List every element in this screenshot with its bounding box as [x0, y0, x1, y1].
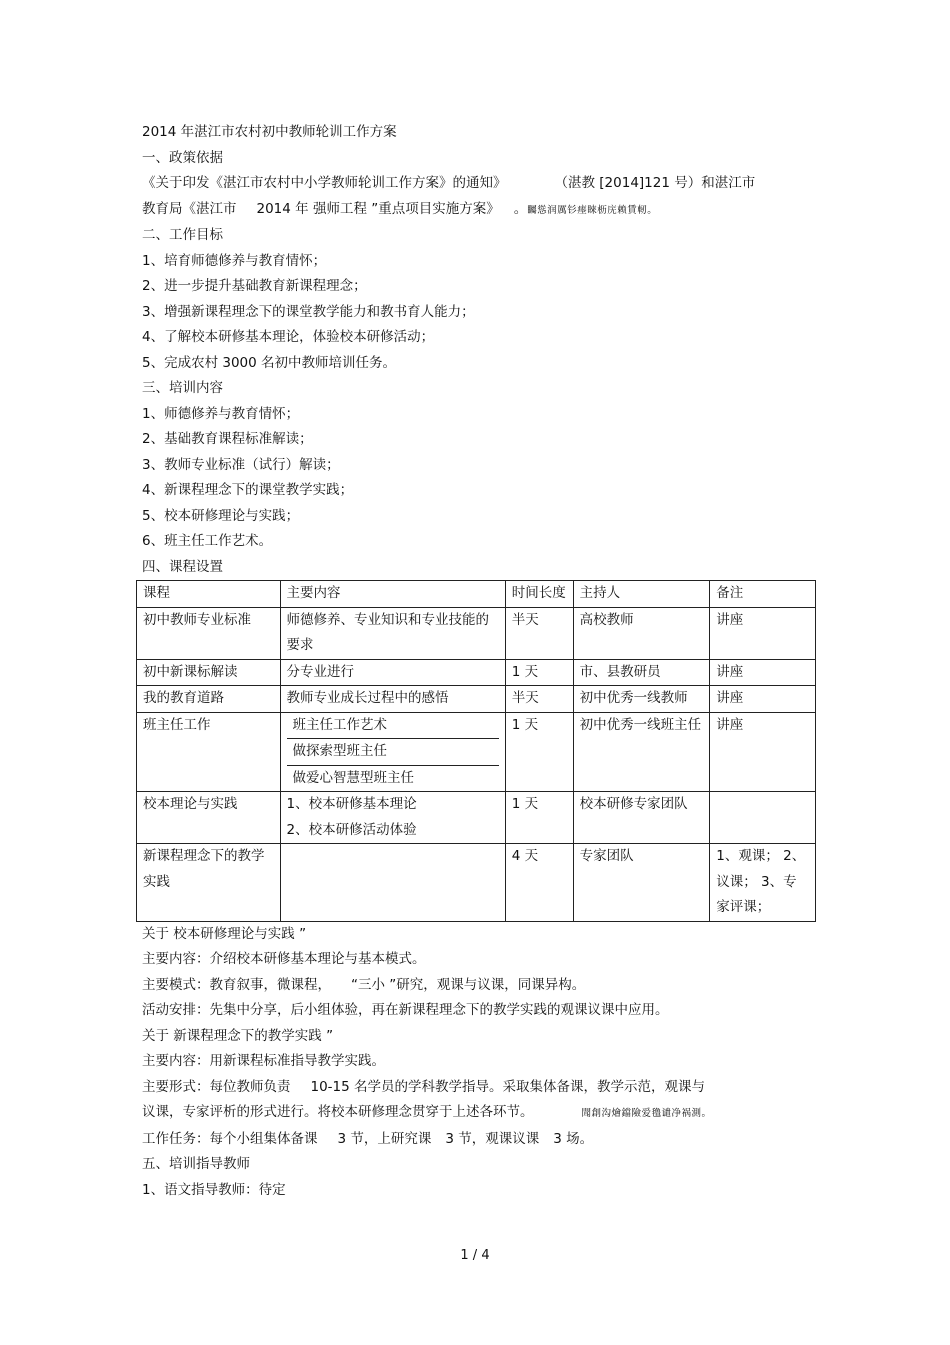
content-item: 2、基础教育课程标准解读； — [142, 431, 313, 447]
table-header-cell: 课程 — [137, 581, 281, 608]
about-text — [142, 973, 822, 999]
content-item: 5、校本研修理论与实践； — [142, 507, 300, 524]
table-cell — [710, 792, 816, 844]
table-cell: 新课程理念下的教学实践 — [137, 844, 281, 922]
table-cell: 初中教师专业标准 — [137, 607, 281, 659]
policy-text: 教育局《湛江市 — [142, 200, 237, 217]
table-cell: 校本研修专家团队 — [573, 792, 710, 844]
table-row — [137, 686, 816, 713]
policy-text: （湛教 [2014]121 号）和湛江市 — [554, 175, 756, 191]
about-form-text: 10-15 名学员的学科教学指导。采取集体备课，教学示范，观课与 — [310, 1078, 706, 1095]
table-cell: 初中新课标解读 — [137, 659, 281, 686]
content-item: 3、教师专业标准（试行）解读； — [142, 456, 340, 473]
table-cell: 校本理论与实践 — [137, 792, 281, 844]
table-cell: 市、县教研员 — [573, 659, 710, 686]
content-item: 6、班主任工作艺术。 — [142, 533, 273, 549]
table-cell: 4 天 — [505, 844, 573, 922]
about-heading: 关于 校本研修理论与实践 ” — [142, 925, 307, 942]
table-cell: 1 天 — [505, 659, 573, 686]
table-cell-split — [280, 712, 505, 792]
section-heading-teachers: 五、培训指导教师 — [142, 1156, 250, 1172]
about-text — [142, 1075, 822, 1101]
table-row — [137, 712, 816, 792]
sub-cell: 做爱心智慧型班主任 — [292, 769, 415, 786]
sub-cell: 班主任工作艺术 — [287, 713, 499, 740]
table-cell: 半天 — [505, 686, 573, 713]
table-cell: 半天 — [505, 607, 573, 659]
table-cell — [280, 844, 505, 922]
table-cell: 讲座 — [710, 607, 816, 659]
task-text: 3 节，观课议课 — [445, 1130, 540, 1147]
table-row — [137, 607, 816, 659]
goal-item: 5、完成农村 3000 名初中教师培训任务。 — [142, 354, 397, 371]
policy-line-2 — [142, 197, 822, 224]
table-cell: 我的教育道路 — [137, 686, 281, 713]
section-heading-goals: 二、工作目标 — [142, 227, 223, 243]
table-row — [137, 659, 816, 686]
table-cell: 1 天 — [505, 712, 573, 792]
noise-text: 聞創沟燴鐺險爱氇谴净祸測。 — [581, 1108, 712, 1119]
noise-text: 矚慫润厲钐瘗睞枥庑赖賃軔。 — [527, 204, 658, 216]
task-text: 工作任务：每个小组集体备课 — [142, 1130, 318, 1147]
table-cell: 1 天 — [505, 792, 573, 844]
cell-line: 1、校本研修基本理论 — [286, 796, 417, 812]
teacher-item: 1、语文指导教师：待定 — [142, 1181, 286, 1198]
goal-item: 3、增强新课程理念下的课堂教学能力和教书育人能力； — [142, 303, 475, 320]
about-text — [142, 1100, 822, 1127]
table-row — [137, 792, 816, 844]
policy-text: 。 — [513, 200, 528, 217]
table-cell: 高校教师 — [573, 607, 710, 659]
table-header-cell: 主持人 — [573, 581, 710, 608]
about-form-label: 主要形式：每位教师负责 — [142, 1078, 291, 1095]
table-header-cell: 备注 — [710, 581, 816, 608]
goal-item: 4、了解校本研修基本理论，体验校本研修活动； — [142, 329, 435, 345]
course-table — [136, 580, 816, 922]
policy-text: 《关于印发《湛江市农村中小学教师轮训工作方案》的通知》 — [142, 175, 507, 191]
goal-item: 2、进一步提升基础教育新课程理念； — [142, 278, 367, 294]
section-heading-courses: 四、课程设置 — [142, 558, 223, 575]
table-cell: 专家团队 — [573, 844, 710, 922]
document-body — [142, 120, 822, 1203]
table-cell: 分专业进行 — [280, 659, 505, 686]
policy-line-1 — [142, 171, 822, 197]
content-item: 1、师德修养与教育情怀； — [142, 405, 300, 422]
table-cell: 讲座 — [710, 712, 816, 792]
about-heading: 关于 新课程理念下的教学实践 ” — [142, 1027, 334, 1044]
about-text — [142, 1127, 822, 1153]
table-header-row — [137, 581, 816, 608]
section-heading-policy: 一、政策依据 — [142, 149, 223, 166]
table-header-cell: 时间长度 — [505, 581, 573, 608]
cell-line: 2、校本研修活动体验 — [286, 821, 417, 838]
about-text: 主要内容：用新课程标准指导教学实践。 — [142, 1053, 385, 1069]
document-title: 2014 年湛江市农村初中教师轮训工作方案 — [142, 124, 397, 140]
about-mode-text: “三小 ”研究，观课与议课，同课异构。 — [351, 976, 586, 993]
about-text: 活动安排：先集中分享，后小组体验，再在新课程理念下的教学实践的观课议课中应用。 — [142, 1002, 669, 1018]
policy-text: 2014 年 强师工程 ”重点项目实施方案》 — [256, 200, 500, 217]
table-cell — [280, 792, 505, 844]
table-row — [137, 844, 816, 922]
table-cell: 讲座 — [710, 659, 816, 686]
about-form-text: 议课，专家评析的形式进行。将校本研修理念贯穿于上述各环节。 — [142, 1104, 534, 1120]
goal-item: 1、培育师德修养与教育情怀； — [142, 252, 327, 269]
table-cell: 班主任工作 — [137, 712, 281, 792]
page-number: 1 / 4 — [460, 1248, 490, 1263]
table-cell: 1、观课； 2、议课； 3、专家评课； — [710, 844, 816, 922]
table-header-cell: 主要内容 — [280, 581, 505, 608]
about-mode-label: 主要模式：教育叙事，微课程， — [142, 976, 331, 993]
table-cell: 师德修养、专业知识和专业技能的要求 — [280, 607, 505, 659]
about-text: 主要内容：介绍校本研修基本理论与基本模式。 — [142, 951, 426, 967]
task-text: 3 节，上研究课 — [337, 1130, 432, 1147]
content-item: 4、新课程理念下的课堂教学实践； — [142, 482, 354, 498]
section-heading-content: 三、培训内容 — [142, 380, 223, 396]
table-cell: 教师专业成长过程中的感悟 — [280, 686, 505, 713]
table-cell: 讲座 — [710, 686, 816, 713]
sub-cell: 做探索型班主任 — [287, 739, 499, 766]
task-text: 3 场。 — [553, 1130, 594, 1147]
table-cell: 初中优秀一线班主任 — [573, 712, 710, 792]
table-cell: 初中优秀一线教师 — [573, 686, 710, 713]
